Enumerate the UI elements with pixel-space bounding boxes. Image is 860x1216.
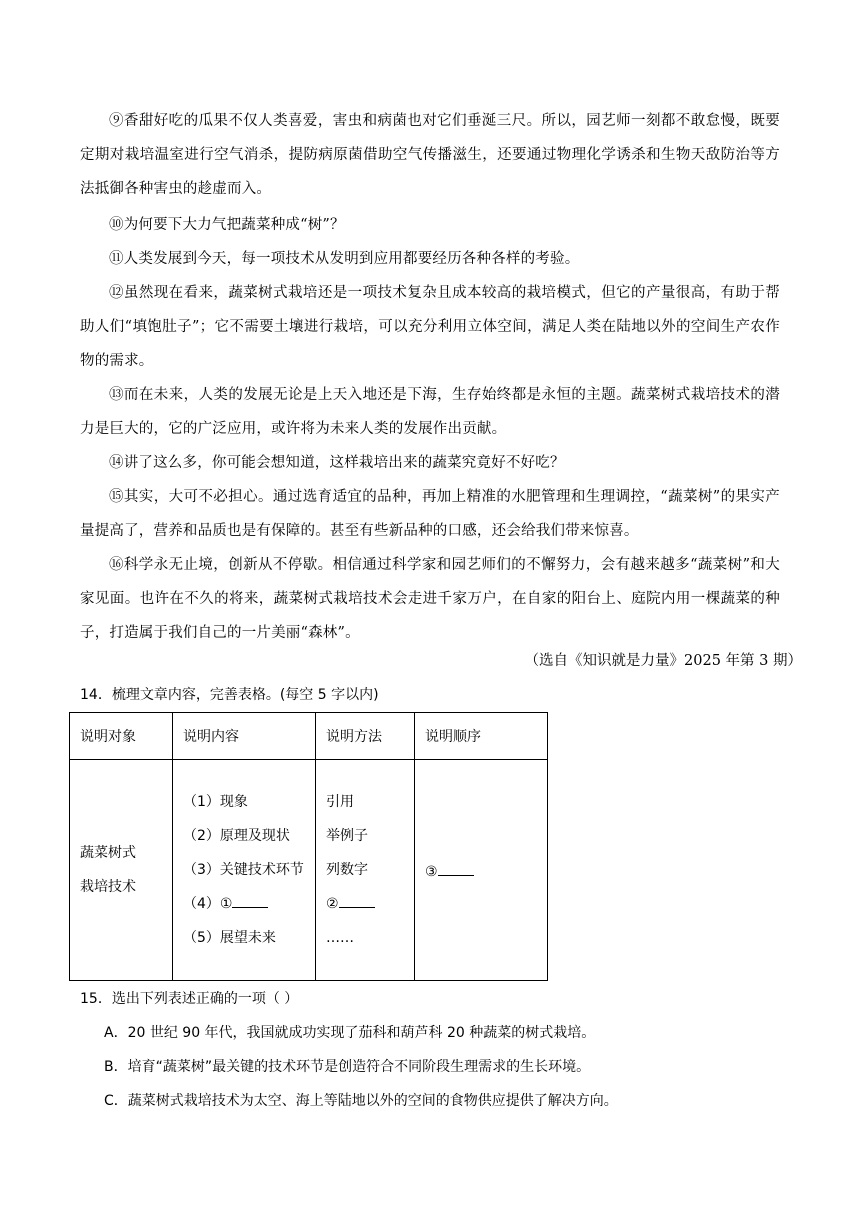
method-item: …… bbox=[326, 930, 354, 946]
method-item-blank: ② bbox=[326, 887, 404, 921]
object-line: 蔬菜树式 bbox=[80, 845, 136, 861]
header-method: 说明方法 bbox=[316, 713, 415, 760]
paragraph-11: ⑪人类发展到今天，每一项技术从发明到应用都要经历各种各样的考验。 bbox=[109, 251, 580, 267]
header-object: 说明对象 bbox=[70, 713, 173, 760]
content-item: （1）现象 bbox=[183, 794, 248, 810]
cell-content bbox=[173, 760, 316, 981]
table-row bbox=[70, 760, 548, 981]
answer-blank-1[interactable] bbox=[232, 893, 268, 908]
paragraph-10: ⑩为何要下大力气把蔬菜种成“树”？ bbox=[109, 217, 345, 233]
question-15-prompt: 15．选出下列表述正确的一项（ ） bbox=[80, 991, 299, 1007]
content-item-blank: （4）① bbox=[183, 887, 305, 921]
method-item: 举例子 bbox=[326, 828, 368, 844]
answer-blank-3[interactable] bbox=[438, 861, 474, 876]
question-14-prompt: 14．梳理文章内容，完善表格。(每空 5 字以内) bbox=[80, 687, 379, 703]
header-order: 说明顺序 bbox=[415, 713, 548, 760]
paragraph-14: ⑭讲了这么多，你可能会想知道，这样栽培出来的蔬菜究竟好不好吃？ bbox=[109, 455, 565, 471]
paragraph-13: ⑬而在未来，人类的发展无论是上天入地还是下海，生存始终都是永恒的主题。蔬菜树式栽培技术的潜力是巨大的，它的广泛应用，或许将为未来人类的发展作出贡献。 bbox=[80, 387, 780, 437]
header-content: 说明内容 bbox=[173, 713, 316, 760]
content-item: （5）展望未来 bbox=[183, 930, 276, 946]
table-header-row bbox=[70, 713, 548, 760]
option-b[interactable]: B．培育“蔬菜树”最关键的技术环节是创造符合不同阶段生理需求的生长环境。 bbox=[104, 1059, 591, 1075]
method-item: 列数字 bbox=[326, 862, 368, 878]
object-line: 栽培技术 bbox=[80, 879, 136, 895]
summary-table bbox=[69, 712, 548, 981]
content-item: （3）关键技术环节 bbox=[183, 862, 304, 878]
content-item: （2）原理及现状 bbox=[183, 828, 290, 844]
option-c[interactable]: C．蔬菜树式栽培技术为太空、海上等陆地以外的空间的食物供应提供了解决方向。 bbox=[104, 1093, 618, 1109]
answer-blank-2[interactable] bbox=[339, 893, 375, 908]
cell-order: ③ bbox=[415, 760, 548, 981]
method-item: 引用 bbox=[326, 794, 354, 810]
cell-method bbox=[316, 760, 415, 981]
cell-object bbox=[70, 760, 173, 981]
paragraph-16: ⑯科学永无止境，创新从不停歇。相信通过科学家和园艺师们的不懈努力，会有越来越多“蔬菜树”和大家见面。也许在不久的将来，蔬菜树式栽培技术会走进千家万户，在自家的阳台上、庭院内用一棵蔬菜的种子，打造属于我们自己的一片美丽“森林”。 bbox=[80, 557, 780, 641]
paragraph-15: ⑮其实，大可不必担心。通过选育适宜的品种，再加上精准的水肥管理和生理调控，“蔬菜树”的果实产量提高了，营养和品质也是有保障的。甚至有些新品种的口感，还会给我们带来惊喜。 bbox=[80, 489, 780, 539]
paragraph-9: ⑨香甜好吃的瓜果不仅人类喜爱，害虫和病菌也对它们垂涎三尺。所以，园艺师一刻都不敢怠慢，既要定期对栽培温室进行空气消杀，提防病原菌借助空气传播滋生，还要通过物理化学诱杀和生物天敌防治等方法抵御各种害虫的趁虚而入。 bbox=[80, 113, 780, 197]
paragraph-12: ⑫虽然现在看来，蔬菜树式栽培还是一项技术复杂且成本较高的栽培模式，但它的产量很高，有助于帮助人们“填饱肚子”；它不需要土壤进行栽培，可以充分利用立体空间，满足人类在陆地以外的空间生产农作物的需求。 bbox=[80, 285, 780, 369]
article-source: （选自《知识就是力量》2025 年第 3 期） bbox=[524, 653, 802, 669]
option-a[interactable]: A．20 世纪 90 年代，我国就成功实现了茄科和葫芦科 20 种蔬菜的树式栽培。 bbox=[104, 1025, 596, 1041]
